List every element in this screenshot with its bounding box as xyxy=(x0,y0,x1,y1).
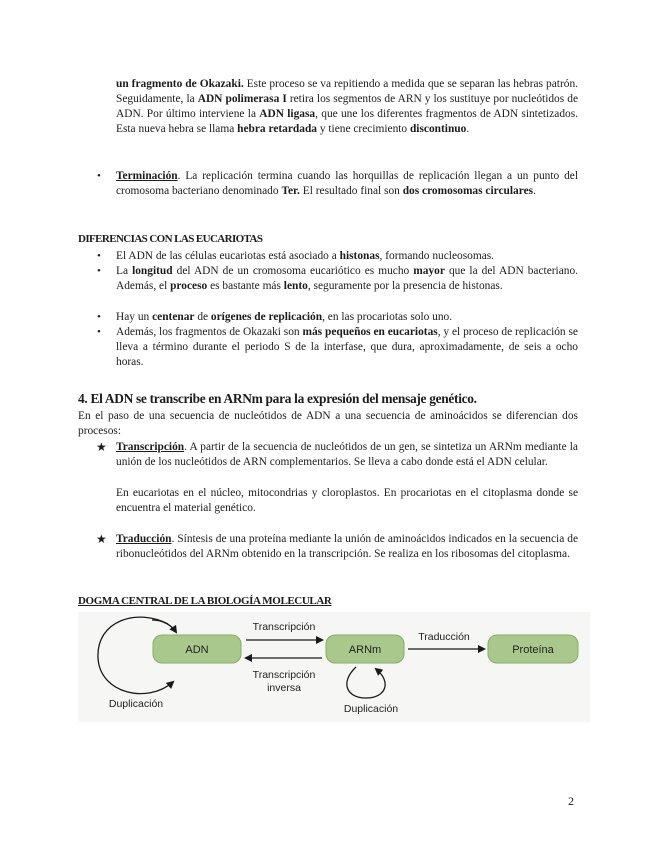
transcripcion-inversa-label-2: inversa xyxy=(267,682,301,694)
traduccion-term: Traducción xyxy=(116,533,172,545)
transcripcion-label: Transcripción xyxy=(252,621,316,633)
diferencias-item-centenar: Hay un centenar de orígenes de replicación, en las procariotas solo uno. xyxy=(116,311,453,323)
duplicacion-adn-label: Duplicación xyxy=(108,698,164,710)
dogma-diagram xyxy=(78,612,590,722)
terminacion-paragraph: Terminación. La replicación termina cuando las horquillas de replicación llegan a un punto del cromosoma bacteriano denominado Ter. El resultado final son dos cromosomas circulares. xyxy=(116,170,578,197)
transcripcion-term: Transcripción xyxy=(116,441,185,453)
diferencias-item-longitud: La longitud del ADN de un cromosoma eucariótico es mucho mayor que la del ADN bacteriano. Además, el proceso es bastante más lento, seguramente por la presencia de histonas. xyxy=(116,265,578,292)
traduccion-label: Traducción xyxy=(418,631,470,643)
node-adn-label: ADN xyxy=(185,644,209,656)
node-arnm-label: ARNm xyxy=(348,644,382,656)
transcripcion-paragraph: Transcripción. A partir de la secuencia de nucleótidos de un gen, se sintetiza un ARNm mediante la unión de los nucleótidos de ARN complementarios. Se lleva a cabo donde está el ADN celular. xyxy=(116,441,578,468)
star-bullet-transcripcion: ★ xyxy=(96,440,107,454)
diferencias-item-okazaki: Además, los fragmentos de Okazaki son más pequeños en eucariotas, y el proceso de replicación se lleva a término durante el periodo S de la interfase, que dura, aproximadamente, de seis a ocho horas. xyxy=(116,326,578,368)
okazaki-paragraph: un fragmento de Okazaki. Este proceso se va repitiendo a medida que se separan las hebras patrón. Seguidamente, la ADN polimerasa I retira los segmentos de ARN y los sustituye por nucleótidos de ADN. Por último interviene la ADN ligasa, que une los diferentes fragmentos de ADN sintetizados. Esta nueva hebra se llama hebra retardada y tiene crecimiento discontinuo. xyxy=(116,78,579,135)
okazaki-term: un fragmento de Okazaki. xyxy=(116,78,244,90)
transcripcion-paragraph-2: En eucariotas en el núcleo, mitocondrias y cloroplastos. En procariotas en el citoplasma donde se encuentra el material genético. xyxy=(116,487,578,514)
node-proteina-label: Proteína xyxy=(512,644,554,656)
adn-ligasa-term: ADN ligasa xyxy=(259,108,316,120)
duplicacion-arnm-label: Duplicación xyxy=(343,703,399,715)
section-4-heading: 4. El ADN se transcribe en ARNm para la expresión del mensaje genético. xyxy=(78,391,477,406)
dogma-svg xyxy=(78,612,590,722)
diferencias-item-histonas: El ADN de las células eucariotas está asociado a histonas, formando nucleosomas. xyxy=(116,250,495,262)
cromosomas-circulares-term: dos cromosomas circulares xyxy=(402,185,534,197)
section-4-intro: En el paso de una secuencia de nucleótidos de ADN a una secuencia de aminoácidos se diferencian dos procesos: xyxy=(78,410,578,437)
transcripcion-inversa-label-1: Transcripción xyxy=(252,669,316,681)
page-number: 2 xyxy=(568,794,574,808)
adn-polimerasa-term: ADN polimerasa I xyxy=(197,93,287,105)
dogma-heading: DOGMA CENTRAL DE LA BIOLOGÍA MOLECULAR xyxy=(78,595,332,607)
diferencias-heading: DIFERENCIAS CON LAS EUCARIOTAS xyxy=(78,233,263,245)
terminacion-term: Terminación xyxy=(116,170,178,182)
traduccion-paragraph: Traducción. Síntesis de una proteína mediante la unión de aminoácidos indicados en la secuencia de ribonucleótidos del ARNm obtenido en la transcripción. Se realiza en los ribosomas del citoplasma. xyxy=(116,533,578,560)
bullet-centenar: • xyxy=(97,311,101,323)
discontinuo-term: discontinuo xyxy=(409,123,467,135)
star-bullet-traduccion: ★ xyxy=(96,532,107,546)
bullet-longitud: • xyxy=(97,265,101,277)
ter-term: Ter. xyxy=(281,185,300,197)
hebra-retardada-term: hebra retardada xyxy=(237,123,317,135)
bullet-histonas: • xyxy=(97,250,101,262)
bullet-terminacion: • xyxy=(97,170,101,182)
bullet-okazaki-eucariotas: • xyxy=(97,326,101,338)
